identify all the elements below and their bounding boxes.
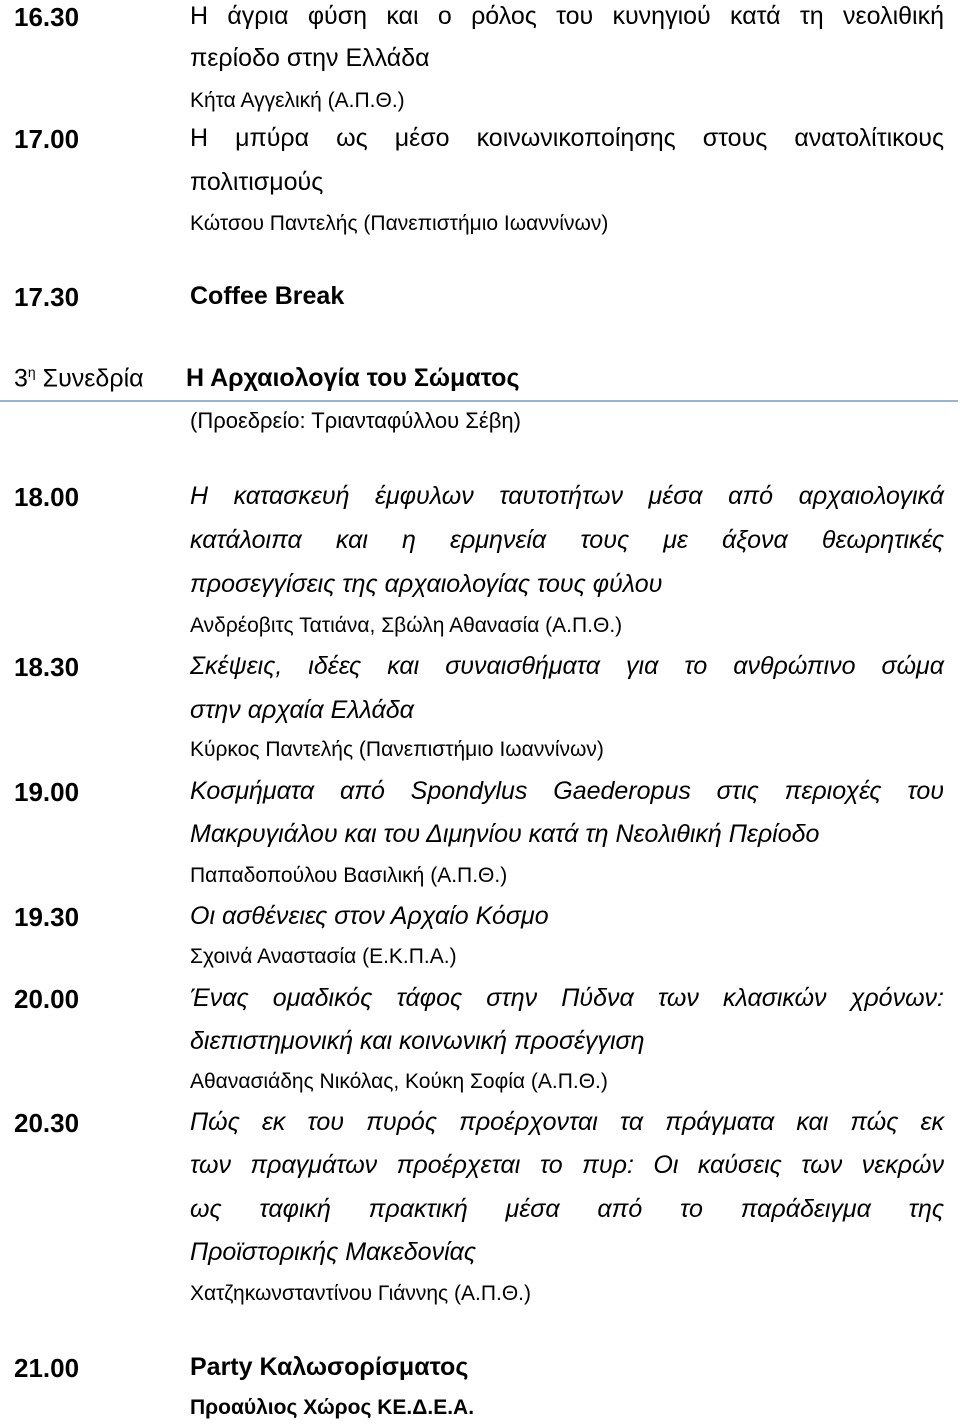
time-2000: 20.00 — [14, 984, 80, 1014]
coffee-break: Coffee Break — [190, 282, 345, 310]
session-label: $3^\eta$ Συνεδρία — [14, 364, 144, 393]
time-1800: 18.00 — [14, 482, 80, 512]
time-1630: 16.30 — [14, 2, 80, 32]
talk-author: Κήτα Αγγελική (Α.Π.Θ.) — [190, 89, 405, 112]
time-1830: 18.30 — [14, 652, 80, 682]
session-divider — [0, 400, 958, 402]
session-chair: (Προεδρείο: Τριανταφύλλου Σέβη) — [190, 408, 521, 433]
talk-author: Κώτσου Παντελής (Πανεπιστήμιο Ιωαννίνων) — [190, 212, 609, 235]
talk-title-line: Η μπύρα ως μέσο κοινωνικοποίησης στους ανατολίτικους — [190, 124, 944, 152]
talk-title-line: προσεγγίσεις της αρχαιολογίας τους φύλου — [190, 570, 663, 598]
talk-title-line: Η άγρια φύση και ο ρόλος του κυνηγιού κατά τη νεολιθική — [190, 2, 944, 30]
talk-title-line: Σκέψεις, ιδέες και συναισθήματα για το ανθρώπινο σώμα — [190, 652, 944, 680]
talk-title-line: περίοδο στην Ελλάδα — [190, 44, 430, 72]
talk-author: Ανδρέοβιτς Τατιάνα, Σβώλη Αθανασία (Α.Π.Θ.) — [190, 614, 623, 637]
party-title: Party Καλωσορίσματος — [190, 1353, 469, 1381]
talk-title-line: Πώς εκ του πυρός προέρχονται τα πράγματα και πώς εκ — [190, 1108, 944, 1136]
talk-title-line: Οι ασθένειες στον Αρχαίο Κόσμο — [190, 902, 549, 930]
time-1900: 19.00 — [14, 777, 80, 807]
talk-author: Κύρκος Παντελής (Πανεπιστήμιο Ιωαννίνων) — [190, 738, 604, 761]
talk-title-line: διεπιστημονική και κοινωνική προσέγγιση — [190, 1027, 645, 1055]
time-1930: 19.30 — [14, 902, 80, 932]
talk-author: Χατζηκωνσταντίνου Γιάννης (Α.Π.Θ.) — [190, 1282, 532, 1305]
session-title: Η Αρχαιολογία του Σώματος — [186, 364, 520, 392]
talk-title-line: πολιτισμούς — [190, 168, 324, 196]
talk-title-line: ως ταφική πρακτική μέσα από το παράδειγμα της — [190, 1195, 944, 1223]
talk-title-line: Προϊστορικής Μακεδονίας — [190, 1238, 477, 1266]
time-1700: 17.00 — [14, 124, 80, 154]
talk-title-line: Μακρυγιάλου και του Διμηνίου κατά τη Νεολιθική Περίοδο — [190, 820, 820, 848]
talk-author: Παπαδοπούλου Βασιλική (Α.Π.Θ.) — [190, 864, 508, 887]
talk-title-line: Κοσμήματα από Spondylus Gaederopus στις περιοχές του — [190, 777, 944, 805]
party-location: Προαύλιος Χώρος ΚΕ.Δ.Ε.Α. — [190, 1396, 475, 1419]
talk-title-line: των πραγμάτων προέρχεται το πυρ: Οι καύσεις των νεκρών — [190, 1151, 944, 1179]
time-1730: 17.30 — [14, 282, 80, 312]
time-2100: 21.00 — [14, 1353, 80, 1383]
talk-title-line: στην αρχαία Ελλάδα — [190, 696, 414, 724]
talk-author: Αθανασιάδης Νικόλας, Κούκη Σοφία (Α.Π.Θ.) — [190, 1070, 608, 1093]
talk-title-line: κατάλοιπα και η ερμηνεία τους με άξονα θεωρητικές — [190, 526, 944, 554]
talk-author: Σχοινά Αναστασία (Ε.Κ.Π.Α.) — [190, 945, 457, 968]
talk-title-line: Η κατασκευή έμφυλων ταυτοτήτων μέσα από αρχαιολογικά — [190, 482, 944, 510]
talk-title-line: Ένας ομαδικός τάφος στην Πύδνα των κλασικών χρόνων: — [190, 984, 944, 1012]
time-2030: 20.30 — [14, 1108, 80, 1138]
